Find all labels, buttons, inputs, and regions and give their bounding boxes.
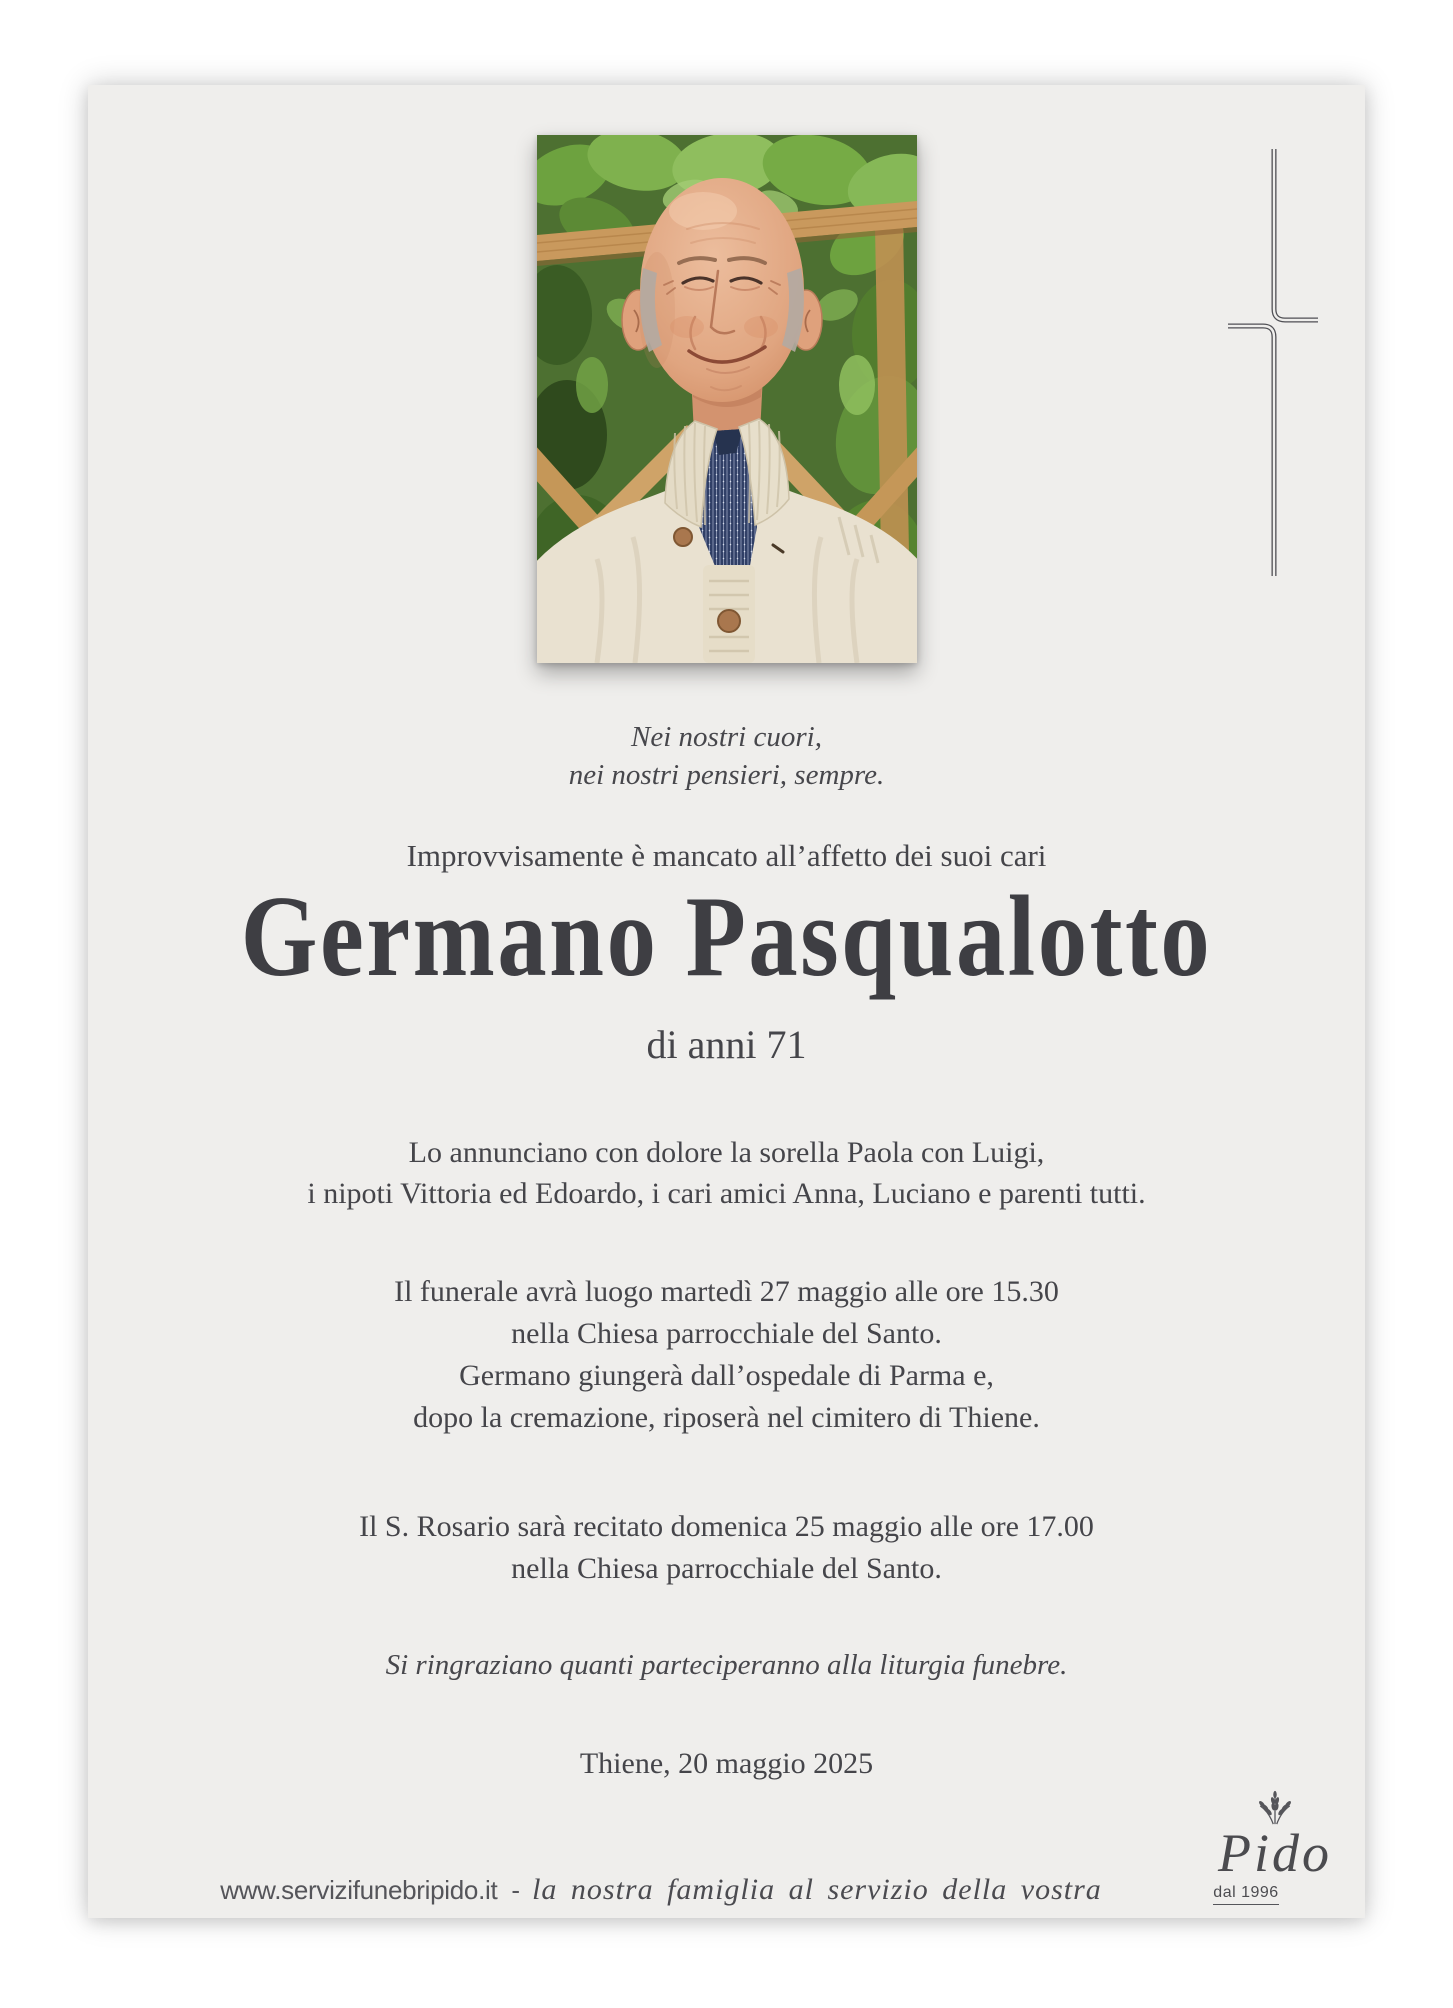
cross-icon bbox=[1224, 145, 1324, 580]
footer-website: www.servizifunebripido.it bbox=[220, 1875, 498, 1905]
dateline-text: Thiene, 20 maggio 2025 bbox=[579, 1747, 874, 1780]
announcement-line-2: i nipoti Vittoria ed Edoardo, i cari amici Anna, Luciano e parenti tutti. bbox=[307, 1177, 1146, 1210]
funeral-info bbox=[88, 1271, 1365, 1439]
intro-text: Improvvisamente è mancato all’affetto dei suoi cari bbox=[406, 838, 1047, 873]
rosary-info bbox=[88, 1506, 1365, 1590]
thanks-text: Si ringraziano quanti parteciperanno alla liturgia funebre. bbox=[385, 1649, 1068, 1681]
footer-line bbox=[88, 1867, 1234, 1918]
funeral-line-1: Il funerale avrà luogo martedì 27 maggio alle ore 15.30 bbox=[394, 1275, 1059, 1308]
portrait-photo bbox=[537, 135, 917, 663]
funeral-line-2: nella Chiesa parrocchiale del Santo. bbox=[511, 1317, 942, 1350]
deceased-name: Germano Pasqualotto bbox=[240, 873, 1213, 1001]
portrait-illustration bbox=[537, 135, 917, 663]
rosary-line-1: Il S. Rosario sarà recitato domenica 25 maggio alle ore 17.00 bbox=[359, 1510, 1094, 1543]
brand-name: Pido bbox=[1218, 1823, 1332, 1883]
announcement-text bbox=[88, 1132, 1365, 1214]
footer-tagline: la nostra famiglia al servizio della vostra bbox=[532, 1873, 1102, 1906]
brand-logo bbox=[1200, 1785, 1350, 1910]
age-text: di anni 71 bbox=[646, 1022, 807, 1067]
rosary-line-2: nella Chiesa parrocchiale del Santo. bbox=[511, 1552, 942, 1585]
footer-separator: - bbox=[511, 1875, 521, 1905]
memorial-card bbox=[88, 85, 1365, 1918]
announcement-line-1: Lo annunciano con dolore la sorella Paola con Luigi, bbox=[408, 1136, 1045, 1169]
wheat-wreath-icon bbox=[1252, 1785, 1298, 1825]
brand-since: dal 1996 bbox=[1213, 1884, 1278, 1905]
quote-line-1: Nei nostri cuori, bbox=[631, 721, 822, 753]
funeral-line-3: Germano giungerà dall’ospedale di Parma e, bbox=[459, 1359, 994, 1392]
quote-line-2: nei nostri pensieri, sempre. bbox=[568, 759, 885, 791]
funeral-line-4: dopo la cremazione, riposerà nel cimitero di Thiene. bbox=[413, 1401, 1040, 1434]
opening-quote bbox=[88, 718, 1365, 794]
